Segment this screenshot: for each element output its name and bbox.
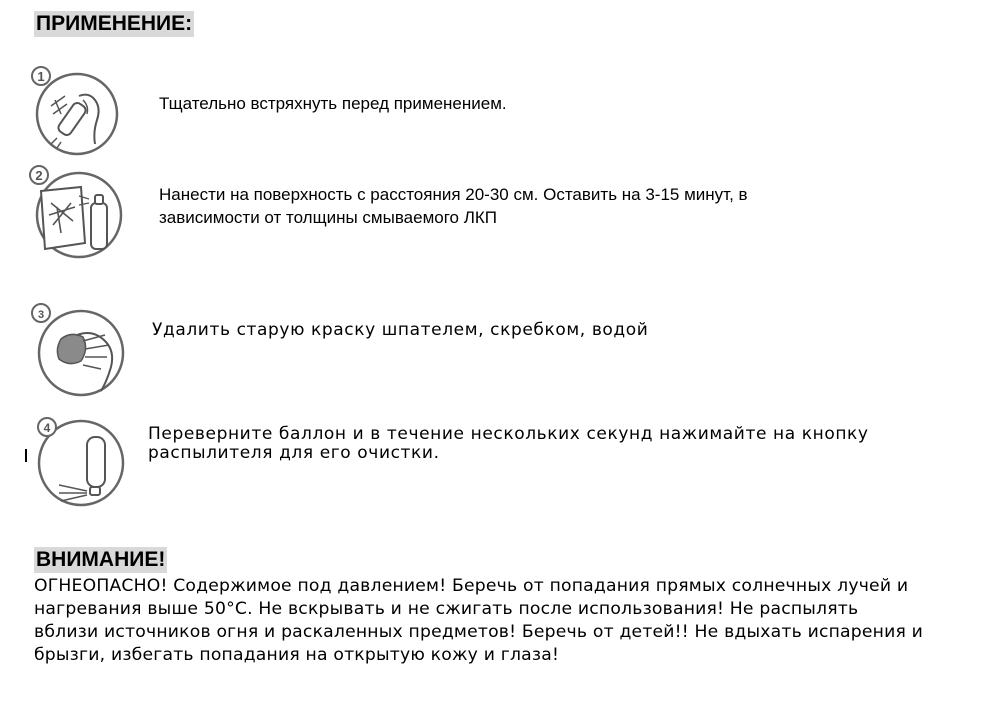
step-1-text: Тщательно встряхнуть перед применением. bbox=[159, 94, 507, 113]
step-4-line-2: распылителя для его очистки. bbox=[148, 443, 440, 463]
warning-line: ОГНЕОПАСНО! Содержимое под давлением! Беречь от попадания прямых солнечных лучей и bbox=[34, 576, 909, 596]
warning-text bbox=[34, 575, 984, 667]
step-number-4: 4 bbox=[43, 421, 51, 435]
application-heading: ПРИМЕНЕНИЕ: bbox=[36, 12, 193, 35]
spray-surface-icon bbox=[27, 163, 123, 265]
invert-can-icon bbox=[27, 411, 127, 511]
step-2-line-1: Нанести на поверхность с расстояния 20-30 см. Оставить на 3-15 минут, в bbox=[159, 185, 748, 204]
step-4-line-1: Переверните баллон и в течение нескольких секунд нажимайте на кнопку bbox=[148, 424, 869, 444]
step-number-3: 3 bbox=[37, 309, 45, 321]
warning-line: брызги, избегать попадания на открытую кожу и глаза! bbox=[34, 645, 560, 665]
step-2-line-2: зависимости от толщины смываемого ЛКП bbox=[159, 208, 497, 227]
step-number-2: 2 bbox=[35, 168, 43, 183]
step-2-text bbox=[159, 183, 859, 229]
shake-can-icon bbox=[27, 64, 123, 160]
warning-line: вблизи источников огня и раскаленных предметов! Беречь от детей!! Не вдыхать испарения и bbox=[34, 622, 924, 642]
wipe-hand-icon bbox=[27, 299, 127, 399]
warning-line: нагревания выше 50°С. Не вскрывать и не сжигать после использования! Не распылять bbox=[34, 599, 859, 619]
step-number-1: 1 bbox=[37, 69, 45, 84]
step-3-text: Удалить старую краску шпателем, скребком, водой bbox=[152, 320, 649, 340]
step-4-text bbox=[148, 425, 908, 463]
warning-heading: ВНИМАНИЕ! bbox=[36, 548, 166, 571]
